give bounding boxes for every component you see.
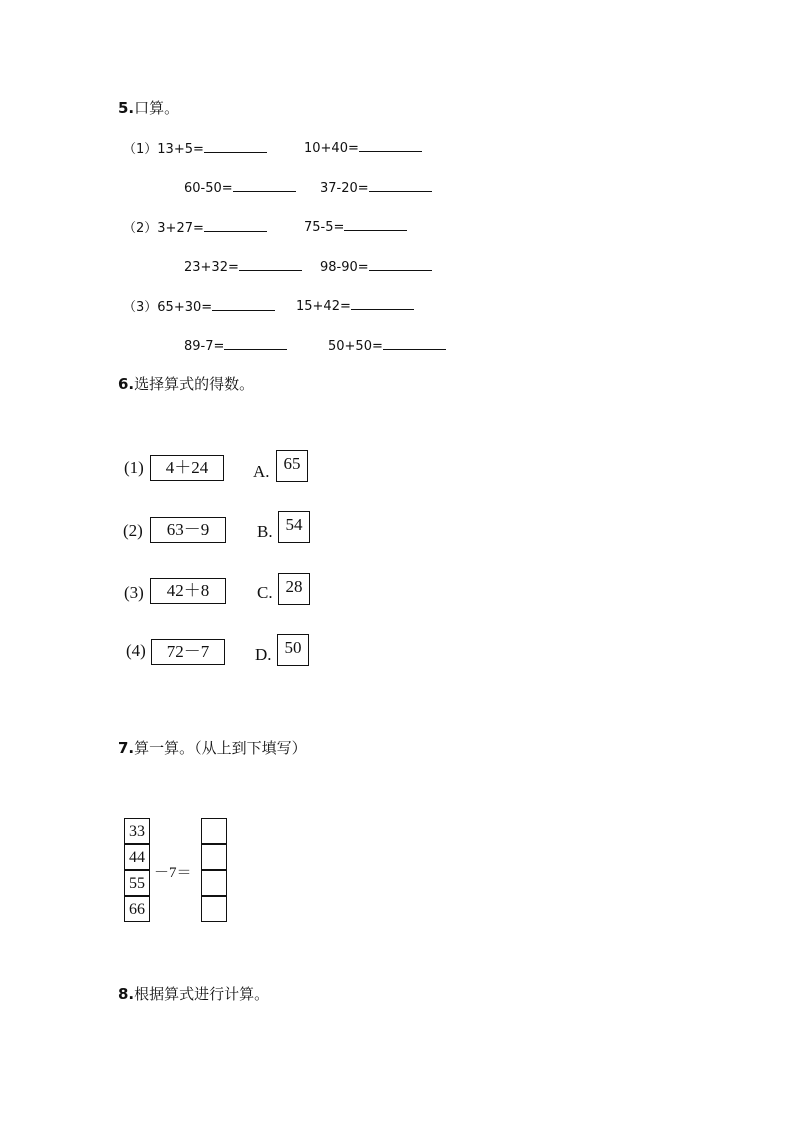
q5-row-3-right — [304, 217, 407, 235]
q7-operator: －7＝ — [154, 865, 192, 881]
q7-number: 7. — [118, 739, 135, 757]
q7-answer-cell[interactable] — [201, 896, 227, 922]
q7-number-cell: 33 — [124, 818, 150, 844]
q5-row-6-right — [328, 336, 446, 354]
q5-expr: 89-7= — [184, 339, 225, 354]
q5-expr: 3+27= — [157, 221, 204, 236]
q5-expr: 15+42= — [296, 299, 351, 314]
answer-blank[interactable] — [239, 257, 302, 271]
q6-number: 6. — [118, 375, 135, 393]
answer-blank[interactable] — [344, 217, 407, 231]
q6-heading — [118, 373, 254, 394]
q5-heading — [118, 97, 179, 118]
q5-expr: 75-5= — [304, 220, 345, 235]
q6-item-label: (3) — [124, 583, 144, 602]
answer-blank[interactable] — [369, 257, 432, 271]
q6-item-label: (4) — [126, 641, 146, 660]
answer-blank[interactable] — [369, 178, 432, 192]
q5-title: 口算。 — [134, 99, 180, 117]
q6-title: 选择算式的得数。 — [134, 375, 255, 393]
q5-row-4-right — [320, 257, 432, 275]
q5-expr: 50+50= — [328, 339, 383, 354]
q6-option-box: 65 — [276, 450, 308, 482]
q6-option-box: 28 — [278, 573, 310, 605]
q7-number-cell: 44 — [124, 844, 150, 870]
q5-row-label: （1） — [123, 142, 158, 157]
answer-blank[interactable] — [233, 178, 296, 192]
q5-row-6 — [184, 336, 287, 354]
q5-row-4 — [184, 257, 302, 275]
q7-heading — [118, 737, 307, 758]
q6-expression-box: 63－9 — [150, 517, 226, 543]
q5-row-label: （3） — [123, 300, 158, 315]
q6-expression-box: 72－7 — [151, 639, 225, 665]
q7-answer-cell[interactable] — [201, 818, 227, 844]
q5-row-3 — [123, 217, 267, 236]
q6-item-label: (1) — [124, 458, 144, 477]
q6-item-label: (2) — [123, 521, 143, 540]
q6-expression-box: 4＋24 — [150, 455, 224, 481]
q5-expr: 60-50= — [184, 181, 233, 196]
q5-expr: 10+40= — [304, 141, 359, 156]
answer-blank[interactable] — [212, 297, 275, 311]
q5-row-5 — [123, 296, 275, 315]
answer-blank[interactable] — [204, 139, 267, 153]
q7-answer-cell[interactable] — [201, 870, 227, 896]
q6-option-letter: D. — [255, 645, 272, 664]
answer-blank[interactable] — [224, 336, 287, 350]
q6-expression-box: 42＋8 — [150, 578, 226, 604]
q5-expr: 65+30= — [157, 300, 213, 315]
q8-heading — [118, 983, 269, 1004]
q5-expr: 37-20= — [320, 181, 369, 196]
q5-expr: 23+32= — [184, 260, 239, 275]
q5-expr: 13+5= — [157, 142, 204, 157]
q6-option-letter: B. — [257, 522, 273, 541]
q6-option-letter: A. — [253, 462, 270, 481]
q5-number: 5. — [118, 99, 135, 117]
answer-blank[interactable] — [204, 218, 267, 232]
q6-option-letter: C. — [257, 583, 273, 602]
q7-number-cell: 55 — [124, 870, 150, 896]
answer-blank[interactable] — [351, 296, 414, 310]
q5-row-1-right — [304, 138, 422, 156]
q7-number-cell: 66 — [124, 896, 150, 922]
answer-blank[interactable] — [359, 138, 422, 152]
q5-row-2-right — [320, 178, 432, 196]
q7-answer-cell[interactable] — [201, 844, 227, 870]
q5-row-5-right — [296, 296, 414, 314]
q7-title: 算一算。（从上到下填写） — [134, 739, 307, 757]
q6-option-box: 54 — [278, 511, 310, 543]
answer-blank[interactable] — [383, 336, 446, 350]
q5-row-label: （2） — [123, 221, 158, 236]
q5-row-1 — [123, 138, 267, 157]
q5-expr: 98-90= — [320, 260, 369, 275]
q8-number: 8. — [118, 985, 135, 1003]
q5-row-2 — [184, 178, 296, 196]
q6-option-box: 50 — [277, 634, 309, 666]
q8-title: 根据算式进行计算。 — [134, 985, 270, 1003]
